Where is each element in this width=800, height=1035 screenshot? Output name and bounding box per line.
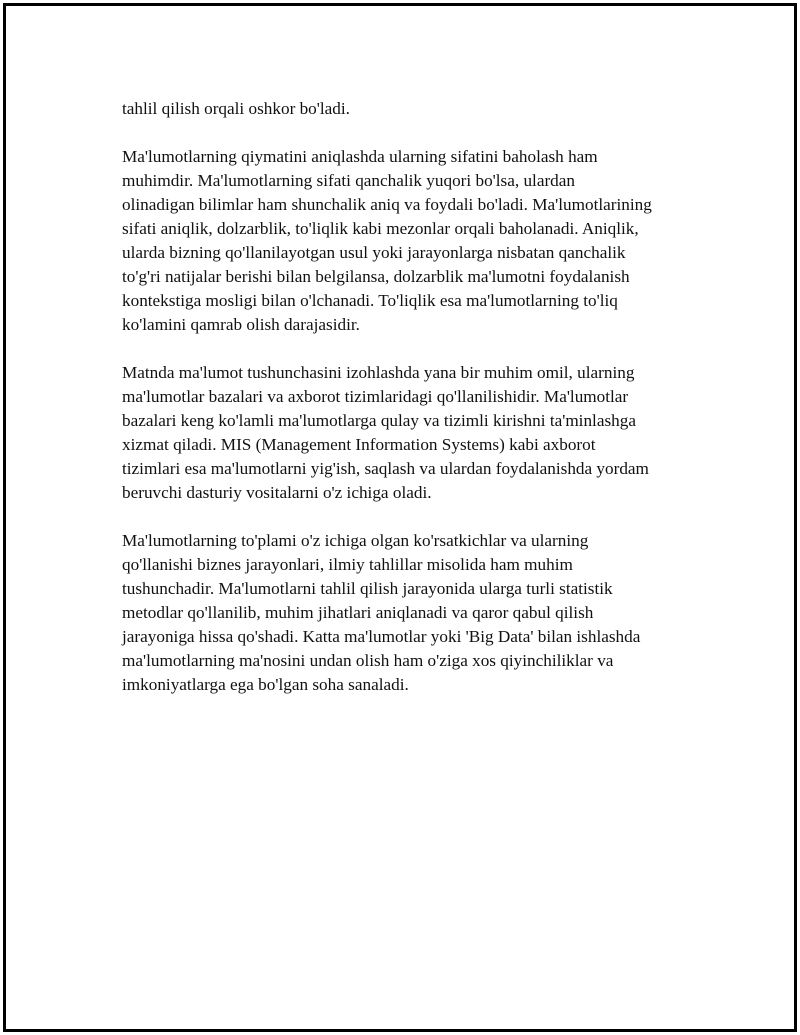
text-line: olinadigan bilimlar ham shunchalik aniq va foydali bo'ladi. Ma'lumotlarining <box>122 195 652 214</box>
text-line: sifati aniqlik, dolzarblik, to'liqlik kabi mezonlar orqali baholanadi. Aniqlik, <box>122 219 639 238</box>
paragraph-3 <box>122 361 694 505</box>
text-line: jarayoniga hissa qo'shadi. Katta ma'lumotlar yoki 'Big Data' bilan ishlashda <box>122 627 641 646</box>
text-line: kontekstiga mosligi bilan o'lchanadi. To'liqlik esa ma'lumotlarning to'liq <box>122 291 618 310</box>
text-line: Ma'lumotlarning qiymatini aniqlashda ularning sifatini baholash ham <box>122 147 598 166</box>
paragraph-2 <box>122 145 694 337</box>
text-line: xizmat qiladi. MIS (Management Information Systems) kabi axborot <box>122 435 596 454</box>
text-line: tahlil qilish orqali oshkor bo'ladi. <box>122 99 350 118</box>
text-line: ularda bizning qo'llanilayotgan usul yoki jarayonlarga nisbatan qanchalik <box>122 243 626 262</box>
text-line: tushunchadir. Ma'lumotlarni tahlil qilish jarayonida ularga turli statistik <box>122 579 613 598</box>
text-line: tizimlari esa ma'lumotlarni yig'ish, saqlash va ulardan foydalanishda yordam <box>122 459 649 478</box>
text-line: qo'llanishi biznes jarayonlari, ilmiy tahlillar misolida ham muhim <box>122 555 573 574</box>
text-line: muhimdir. Ma'lumotlarning sifati qanchalik yuqori bo'lsa, ulardan <box>122 171 575 190</box>
text-line: bazalari keng ko'lamli ma'lumotlarga qulay va tizimli kirishni ta'minlashga <box>122 411 636 430</box>
page-frame <box>3 3 797 1032</box>
text-line: imkoniyatlarga ega bo'lgan soha sanaladi. <box>122 675 409 694</box>
paragraph-1 <box>122 97 694 121</box>
text-line: Ma'lumotlarning to'plami o'z ichiga olgan ko'rsatkichlar va ularning <box>122 531 589 550</box>
text-line: ma'lumotlarning ma'nosini undan olish ham o'ziga xos qiyinchiliklar va <box>122 651 614 670</box>
document-body <box>122 97 694 721</box>
text-line: beruvchi dasturiy vositalarni o'z ichiga oladi. <box>122 483 432 502</box>
text-line: to'g'ri natijalar berishi bilan belgilansa, dolzarblik ma'lumotni foydalanish <box>122 267 630 286</box>
text-line: ma'lumotlar bazalari va axborot tizimlaridagi qo'llanilishidir. Ma'lumotlar <box>122 387 629 406</box>
text-line: ko'lamini qamrab olish darajasidir. <box>122 315 360 334</box>
paragraph-4 <box>122 529 694 697</box>
text-line: metodlar qo'llanilib, muhim jihatlari aniqlanadi va qaror qabul qilish <box>122 603 594 622</box>
text-line: Matnda ma'lumot tushunchasini izohlashda yana bir muhim omil, ularning <box>122 363 635 382</box>
